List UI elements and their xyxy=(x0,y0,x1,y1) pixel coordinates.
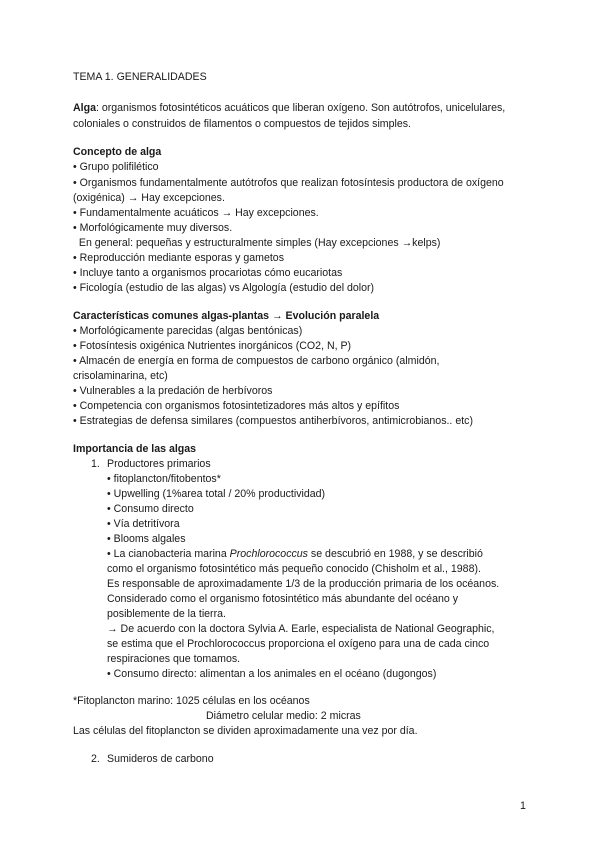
page-number: 1 xyxy=(520,800,526,812)
sub-bullet: • Blooms algales xyxy=(107,533,186,545)
prochlorococcus-line: se estima que el Prochlorococcus proporciona el oxígeno para una de cada cinco xyxy=(107,638,490,650)
sub-bullet: • Consumo directo xyxy=(107,503,194,515)
list-number: 2. xyxy=(91,753,100,765)
concepto-line: • Incluye tanto a organismos procariotas cómo eucariotas xyxy=(73,267,343,279)
concepto-line: • Fundamentalmente acuáticos → Hay excepciones. xyxy=(73,207,319,219)
list-number: 1. xyxy=(91,458,100,470)
prochlorococcus-line: → De acuerdo con la doctora Sylvia A. Earle, especialista de National Geographic, xyxy=(107,623,495,635)
concepto-line: • Grupo polifilético xyxy=(73,161,159,173)
caracteristicas-line: • Competencia con organismos fotosintetizadores más altos y epífitos xyxy=(73,400,400,412)
importancia-heading: Importancia de las algas xyxy=(73,443,197,455)
prochlorococcus-line: como el organismo fotosintético más pequeño conocido (Chisholm et al., 1988). xyxy=(107,563,481,575)
concepto-line: • Reproducción mediante esporas y gametos xyxy=(73,252,284,264)
sub-bullet: • fitoplancton/fitobentos* xyxy=(107,473,221,485)
prochloro-pre: • La cianobacteria marina xyxy=(107,548,230,560)
caracteristicas-line: • Fotosíntesis oxigénica Nutrientes inorgánicos (CO2, N, P) xyxy=(73,340,352,352)
sub-bullet: • Vía detritívora xyxy=(107,518,180,530)
list-item-label: Sumideros de carbono xyxy=(107,753,214,765)
prochloro-post: se descubrió en 1988, y se describió xyxy=(307,548,483,560)
intro-line-2: coloniales o construidos de filamentos o compuestos de tejidos simples. xyxy=(73,118,412,130)
caracteristicas-line: • Estrategias de defensa similares (compuestos antiherbívoros, antimicrobianos.. etc) xyxy=(73,415,473,427)
document-title: TEMA 1. GENERALIDADES xyxy=(73,71,207,83)
intro-line-1 xyxy=(73,101,505,115)
caracteristicas-line: • Morfológicamente parecidas (algas bentónicas) xyxy=(73,325,303,337)
prochlorococcus-line: posiblemente de la tierra. xyxy=(107,608,226,620)
species-name: Prochlorococcus xyxy=(229,548,308,560)
caracteristicas-line: • Almacén de energía en forma de compuestos de carbono orgánico (almidón, xyxy=(73,355,440,367)
list-item-label: Productores primarios xyxy=(107,458,211,470)
prochlorococcus-line: • Consumo directo: alimentan a los animales en el océano (dugongos) xyxy=(107,668,437,680)
prochlorococcus-line: respiraciones que tomamos. xyxy=(107,653,241,665)
footnote-line: Las células del fitoplancton se dividen aproximadamente una vez por día. xyxy=(73,725,418,737)
concepto-line: En general: pequeñas y estructuralmente simples (Hay excepciones →kelps) xyxy=(73,237,441,249)
concepto-line: • Ficología (estudio de las algas) vs Algología (estudio del dolor) xyxy=(73,282,375,294)
prochlorococcus-line: Es responsable de aproximadamente 1/3 de la producción primaria de los océanos. xyxy=(107,578,500,590)
sub-bullet: • Upwelling (1%area total / 20% productividad) xyxy=(107,488,326,500)
footnote-line: Diámetro celular medio: 2 micras xyxy=(206,710,361,722)
concepto-line: • Morfológicamente muy diversos. xyxy=(73,222,233,234)
intro-definition: : organismos fotosintéticos acuáticos que liberan oxígeno. Son autótrofos, unicelulares, xyxy=(95,102,506,114)
prochlorococcus-line: Considerado como el organismo fotosintético más abundante del océano y xyxy=(107,593,458,605)
concepto-heading: Concepto de alga xyxy=(73,146,162,158)
caracteristicas-line: crisolaminarina, etc) xyxy=(73,370,168,382)
prochlorococcus-line xyxy=(107,547,483,561)
concepto-line: (oxigénica) → Hay excepciones. xyxy=(73,192,225,204)
caracteristicas-heading: Características comunes algas-plantas → Evolución paralela xyxy=(73,310,380,322)
caracteristicas-line: • Vulnerables a la predación de herbívoros xyxy=(73,385,273,397)
concepto-line: • Organismos fundamentalmente autótrofos que realizan fotosíntesis productora de oxígeno xyxy=(73,177,504,189)
intro-term: Alga xyxy=(73,102,96,114)
footnote-line: *Fitoplancton marino: 1025 células en los océanos xyxy=(73,695,310,707)
